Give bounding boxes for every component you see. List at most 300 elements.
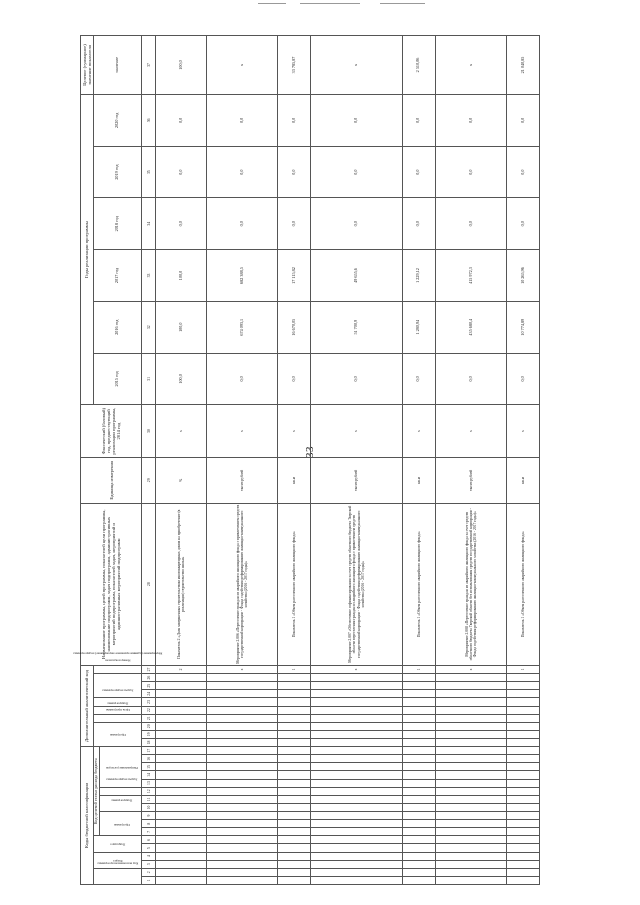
row-year-value: 0,0 <box>435 198 506 250</box>
column-number: 23 <box>142 698 156 706</box>
code-cell <box>278 747 311 755</box>
code-cell <box>507 706 540 714</box>
row-year-value: 1 280,94 <box>402 301 435 353</box>
code-cell <box>311 876 403 884</box>
column-number: 6 <box>142 836 156 844</box>
code-cell <box>207 828 278 836</box>
row-year-value: 0,0 <box>402 198 435 250</box>
table-row <box>278 36 311 885</box>
code-cell <box>507 836 540 844</box>
row-unit: тысяч рублей <box>311 457 403 503</box>
code-cell <box>435 755 506 763</box>
code-cell <box>278 771 311 779</box>
indicator-code-cell: 1 <box>278 665 311 673</box>
code-cell <box>311 836 403 844</box>
code-cell <box>435 730 506 738</box>
row-year-value: 0,0 <box>435 353 506 405</box>
row-year-value: 0,0 <box>278 146 311 198</box>
table-row <box>402 36 435 885</box>
row-name: Мероприятие 2.008 «Переселение граждан из аварийного жилищного фонда за счет средств областного бюджета Тверской области без использования средств государственной корпорации - Фонда содействия реформированию жилищно-коммунального хозяйства (2016 - 2017 годы)» <box>435 503 506 665</box>
column-number: 1 <box>142 876 156 884</box>
row-name: Показатель 1 «Объем расселенного аварийного жилищного фонда» <box>402 503 435 665</box>
code-cell <box>156 722 207 730</box>
column-number: 30 <box>142 405 156 458</box>
row-total: 2 510,06 <box>402 36 435 95</box>
code-cell <box>311 755 403 763</box>
code-cell <box>402 795 435 803</box>
header-budget-program: Программа <box>100 812 142 836</box>
indicator-code-cell: х <box>207 665 278 673</box>
code-cell <box>402 763 435 771</box>
code-cell <box>435 682 506 690</box>
code-cell <box>311 706 403 714</box>
header-name: Наименование программы, целей программы, показателей цели программы, наименование подпрограмм, задач подпрограмм, административных мероприятий подпрограмм, показателей задач, мероприятий и административных мероприятий подпрограмм <box>81 503 142 665</box>
code-cell <box>311 738 403 746</box>
scan-edge-mark <box>380 3 425 4</box>
code-cell <box>435 714 506 722</box>
code-cell <box>278 820 311 828</box>
code-cell <box>156 738 207 746</box>
row-year-value: 682 388,5 <box>207 250 278 302</box>
code-cell <box>207 714 278 722</box>
code-cell <box>156 803 207 811</box>
row-name: Мероприятие 2.006 «Переселение граждан из аварийного жилищного фонда с привлечением средств государственной корпорации - Фонда содействия реформированию жилищно-коммунального хозяйства (2016 - 2017 годы)» <box>207 503 278 665</box>
code-cell <box>311 682 403 690</box>
code-cell <box>278 722 311 730</box>
column-number: 7 <box>142 828 156 836</box>
code-cell <box>278 836 311 844</box>
header-budget-subprogram: Подпрограмма <box>100 795 142 811</box>
code-cell <box>156 844 207 852</box>
rotated-table-content <box>73 35 540 885</box>
indicator-code-cell: х <box>435 665 506 673</box>
scan-edge-mark <box>300 3 360 4</box>
table-row <box>207 36 278 885</box>
code-cell <box>507 738 540 746</box>
row-year-value: 10 774,89 <box>507 301 540 353</box>
code-cell <box>435 852 506 860</box>
header-section: Раздел <box>93 852 142 868</box>
code-cell <box>507 860 540 868</box>
code-cell <box>402 674 435 682</box>
code-cell <box>507 844 540 852</box>
code-cell <box>402 803 435 811</box>
code-cell <box>207 836 278 844</box>
code-cell <box>507 698 540 706</box>
code-cell <box>278 690 311 698</box>
row-unit: % <box>156 457 207 503</box>
code-cell <box>402 868 435 876</box>
column-number: 4 <box>142 852 156 860</box>
column-number: 27 <box>142 665 156 673</box>
column-number: 24 <box>142 690 156 698</box>
row-total: х <box>435 36 506 95</box>
code-cell <box>156 868 207 876</box>
column-number: 14 <box>142 771 156 779</box>
code-cell <box>435 771 506 779</box>
row-year-value: 0,0 <box>402 353 435 405</box>
row-total: 33 785,87 <box>278 36 311 95</box>
indicator-code-cell: 1 <box>402 665 435 673</box>
scan-edge-mark <box>258 3 286 4</box>
row-year-value: 49 655,6 <box>311 250 403 302</box>
column-number: 16 <box>142 755 156 763</box>
code-cell <box>207 698 278 706</box>
row-unit: кв.м <box>278 457 311 503</box>
code-cell <box>507 690 540 698</box>
code-cell <box>278 828 311 836</box>
code-cell <box>311 795 403 803</box>
code-cell <box>402 852 435 860</box>
row-year-value: 0,0 <box>435 94 506 146</box>
row-year-value: 0,0 <box>311 353 403 405</box>
column-number: 12 <box>142 787 156 795</box>
row-unit: тысяч рублей <box>207 457 278 503</box>
code-cell <box>402 714 435 722</box>
row-name: Мероприятие 2.007 «Обеспечение софинансирования за счет средств областного бюджета Тверской области переселения граждан из аварийного жилищного фонда с привлечением средств государственной корпорации - Фонда содействия реформированию жилищно-коммунального хозяйства (2016 - 2017 годы)» <box>311 503 403 665</box>
code-cell <box>278 714 311 722</box>
code-cell <box>435 868 506 876</box>
code-cell <box>156 730 207 738</box>
code-cell <box>156 836 207 844</box>
code-cell <box>156 674 207 682</box>
code-cell <box>435 844 506 852</box>
code-cell <box>156 876 207 884</box>
code-cell <box>278 755 311 763</box>
header-year-2016: 2016 год <box>93 301 142 353</box>
header-executor-code: Код исполнителя программы <box>93 868 142 884</box>
column-number: 36 <box>142 94 156 146</box>
column-number: 8 <box>142 820 156 828</box>
code-cell <box>207 763 278 771</box>
code-cell <box>311 803 403 811</box>
header-program-group: Дополнительный аналитический код <box>81 665 94 746</box>
row-unit: кв.м <box>402 457 435 503</box>
row-year-value: 0,0 <box>311 198 403 250</box>
code-cell <box>156 682 207 690</box>
indicator-code-cell: 2 <box>156 665 207 673</box>
row-year-value: 0,0 <box>402 94 435 146</box>
row-base-year: х <box>278 405 311 458</box>
code-cell <box>507 682 540 690</box>
row-year-value: 0,0 <box>278 353 311 405</box>
code-cell <box>435 803 506 811</box>
row-year-value: 0,0 <box>311 146 403 198</box>
column-number: 32 <box>142 301 156 353</box>
code-cell <box>278 860 311 868</box>
code-cell <box>207 820 278 828</box>
code-cell <box>311 763 403 771</box>
row-year-value: 415 972,3 <box>435 250 506 302</box>
table-row <box>507 36 540 885</box>
row-year-value: 0,0 <box>278 94 311 146</box>
header-dac-subprogram: Подпрограмма <box>93 706 142 714</box>
row-year-value: 435 680,4 <box>435 301 506 353</box>
row-year-value: 100,0 <box>156 353 207 405</box>
row-year-value: 0,0 <box>507 94 540 146</box>
column-number: 29 <box>142 457 156 503</box>
column-number: 3 <box>142 860 156 868</box>
code-cell <box>311 812 403 820</box>
code-cell <box>435 698 506 706</box>
code-cell <box>278 706 311 714</box>
code-cell <box>402 690 435 698</box>
code-cell <box>311 747 403 755</box>
program-indicator-table <box>73 35 540 885</box>
code-cell <box>311 674 403 682</box>
code-cell <box>278 803 311 811</box>
code-cell <box>207 747 278 755</box>
code-cell <box>507 787 540 795</box>
row-year-value: 0,0 <box>507 198 540 250</box>
code-cell <box>311 844 403 852</box>
header-budget-direction: Направление расходов <box>100 747 142 788</box>
header-result-group: Целевое (суммарное) значение показателя <box>81 36 94 95</box>
row-year-value: 0,0 <box>402 146 435 198</box>
header-budget-task: Задача подпрограммы <box>100 787 142 795</box>
code-cell <box>207 771 278 779</box>
code-cell <box>311 779 403 787</box>
code-cell <box>156 779 207 787</box>
code-cell <box>207 706 278 714</box>
code-cell <box>311 722 403 730</box>
header-year-2020: 2020 год <box>93 94 142 146</box>
code-cell <box>435 738 506 746</box>
code-cell <box>507 755 540 763</box>
code-cell <box>435 795 506 803</box>
row-base-year: х <box>507 405 540 458</box>
column-number: 19 <box>142 730 156 738</box>
row-year-value: 0,0 <box>507 146 540 198</box>
code-cell <box>278 674 311 682</box>
code-cell <box>402 706 435 714</box>
code-cell <box>156 852 207 860</box>
column-number: 20 <box>142 722 156 730</box>
column-number: 33 <box>142 250 156 302</box>
row-year-value: 0,0 <box>156 198 207 250</box>
code-cell <box>278 730 311 738</box>
code-cell <box>311 690 403 698</box>
code-cell <box>435 690 506 698</box>
code-cell <box>402 844 435 852</box>
code-cell <box>207 738 278 746</box>
code-cell <box>207 812 278 820</box>
code-cell <box>507 876 540 884</box>
code-cell <box>435 747 506 755</box>
row-total: х <box>207 36 278 95</box>
row-base-year: х <box>156 405 207 458</box>
code-cell <box>278 876 311 884</box>
header-budget-group: Коды бюджетной классификации <box>81 747 94 885</box>
code-cell <box>156 795 207 803</box>
code-cell <box>507 763 540 771</box>
code-cell <box>507 795 540 803</box>
header-dac-program: Программа <box>93 722 142 746</box>
row-year-value: 0,0 <box>507 353 540 405</box>
code-cell <box>156 787 207 795</box>
rotated-table-frame <box>73 35 540 885</box>
row-name: Показатель 2 «Доля завершенных строительством многоквартирных домов на приобретение (в реализации) строительство жилья» <box>156 503 207 665</box>
code-cell <box>207 682 278 690</box>
code-cell <box>278 795 311 803</box>
code-cell <box>435 674 506 682</box>
indicator-code-cell: 1 <box>507 665 540 673</box>
column-number: 26 <box>142 674 156 682</box>
row-unit: тысяч рублей <box>435 457 506 503</box>
code-cell <box>435 812 506 820</box>
column-number: 25 <box>142 682 156 690</box>
code-cell <box>156 714 207 722</box>
table-body <box>156 36 540 885</box>
header-year-2018: 2018 год <box>93 198 142 250</box>
column-number: 2 <box>142 868 156 876</box>
code-cell <box>507 820 540 828</box>
code-cell <box>207 803 278 811</box>
code-cell <box>402 722 435 730</box>
code-cell <box>435 722 506 730</box>
header-years-group: Годы реализации программы <box>81 94 94 404</box>
column-number: 13 <box>142 779 156 787</box>
row-name: Показатель 1 «Объем расселенного аварийного жилищного фонда» <box>507 503 540 665</box>
code-cell <box>156 747 207 755</box>
code-cell <box>207 690 278 698</box>
header-year-2019: 2019 год <box>93 146 142 198</box>
row-name: Показатель 1 «Объем расселенного аварийного жилищного фонда» <box>278 503 311 665</box>
code-cell <box>402 787 435 795</box>
row-year-value: 0,0 <box>156 94 207 146</box>
code-cell <box>507 747 540 755</box>
code-cell <box>507 722 540 730</box>
code-cell <box>402 682 435 690</box>
code-cell <box>311 771 403 779</box>
row-year-value: 10 265,96 <box>507 250 540 302</box>
column-number: 17 <box>142 747 156 755</box>
column-number: 18 <box>142 738 156 746</box>
code-cell <box>207 779 278 787</box>
row-base-year: х <box>402 405 435 458</box>
code-cell <box>278 682 311 690</box>
code-cell <box>402 820 435 828</box>
column-number: 35 <box>142 146 156 198</box>
code-cell <box>311 730 403 738</box>
table-row <box>311 36 403 885</box>
code-cell <box>278 812 311 820</box>
code-cell <box>507 852 540 860</box>
code-cell <box>435 763 506 771</box>
row-unit: кв.м <box>507 457 540 503</box>
code-cell <box>311 852 403 860</box>
code-cell <box>435 836 506 844</box>
code-cell <box>278 787 311 795</box>
code-cell <box>435 820 506 828</box>
code-cell <box>311 868 403 876</box>
column-number: 11 <box>142 795 156 803</box>
indicator-code-cell: х <box>311 665 403 673</box>
row-year-value: 0,0 <box>156 146 207 198</box>
code-cell <box>207 860 278 868</box>
header-dac-indicator-no: Номер показателя <box>93 665 142 673</box>
column-number: 22 <box>142 706 156 714</box>
code-cell <box>435 828 506 836</box>
code-cell <box>278 763 311 771</box>
code-cell <box>156 828 207 836</box>
code-cell <box>156 812 207 820</box>
code-cell <box>207 722 278 730</box>
code-cell <box>278 844 311 852</box>
table-row <box>435 36 506 885</box>
code-cell <box>402 698 435 706</box>
row-year-value: 16 670,05 <box>278 301 311 353</box>
row-year-value: 51 700,9 <box>311 301 403 353</box>
code-cell <box>156 860 207 868</box>
code-cell <box>435 779 506 787</box>
code-cell <box>435 706 506 714</box>
table-row <box>156 36 207 885</box>
code-cell <box>278 698 311 706</box>
code-cell <box>207 876 278 884</box>
column-number: 37 <box>142 36 156 95</box>
code-cell <box>402 812 435 820</box>
code-cell <box>402 836 435 844</box>
row-year-value: 0,0 <box>435 146 506 198</box>
column-number-row <box>142 36 156 885</box>
row-base-year: х <box>311 405 403 458</box>
header-fact-year: Фактический (базовый) год, предшествующий реализации программы, 2014 год <box>81 405 142 458</box>
header-dac-activity: Мероприятие (административное мероприятие) подпрограммы <box>93 674 142 698</box>
row-year-value: 0,0 <box>207 94 278 146</box>
header-dac-task: Задача подпрограммы <box>93 698 142 706</box>
code-cell <box>507 812 540 820</box>
code-cell <box>311 828 403 836</box>
row-year-value: 1 229,12 <box>402 250 435 302</box>
code-cell <box>507 730 540 738</box>
code-cell <box>207 730 278 738</box>
code-cell <box>311 787 403 795</box>
column-number: 5 <box>142 844 156 852</box>
column-number: 15 <box>142 763 156 771</box>
row-year-value: 0,0 <box>278 198 311 250</box>
row-year-value: 100,0 <box>156 250 207 302</box>
header-unit: Единица измерения <box>81 457 142 503</box>
row-total: х <box>311 36 403 95</box>
code-cell <box>402 730 435 738</box>
column-number: 34 <box>142 198 156 250</box>
code-cell <box>311 860 403 868</box>
code-cell <box>207 755 278 763</box>
code-cell <box>156 763 207 771</box>
code-cell <box>402 771 435 779</box>
header-subsection: Подраздел <box>93 836 142 852</box>
code-cell <box>207 795 278 803</box>
row-year-value: 0,0 <box>311 94 403 146</box>
code-cell <box>402 876 435 884</box>
code-cell <box>278 779 311 787</box>
code-cell <box>207 674 278 682</box>
code-cell <box>507 674 540 682</box>
column-number: 10 <box>142 803 156 811</box>
column-number: 31 <box>142 353 156 405</box>
code-cell <box>402 747 435 755</box>
code-cell <box>507 771 540 779</box>
row-total: 21 040,85 <box>507 36 540 95</box>
row-year-value: 674 093,1 <box>207 301 278 353</box>
code-cell <box>156 755 207 763</box>
code-cell <box>278 738 311 746</box>
code-cell <box>402 779 435 787</box>
code-cell <box>311 698 403 706</box>
header-year-2017: 2017 год <box>93 250 142 302</box>
code-cell <box>207 787 278 795</box>
